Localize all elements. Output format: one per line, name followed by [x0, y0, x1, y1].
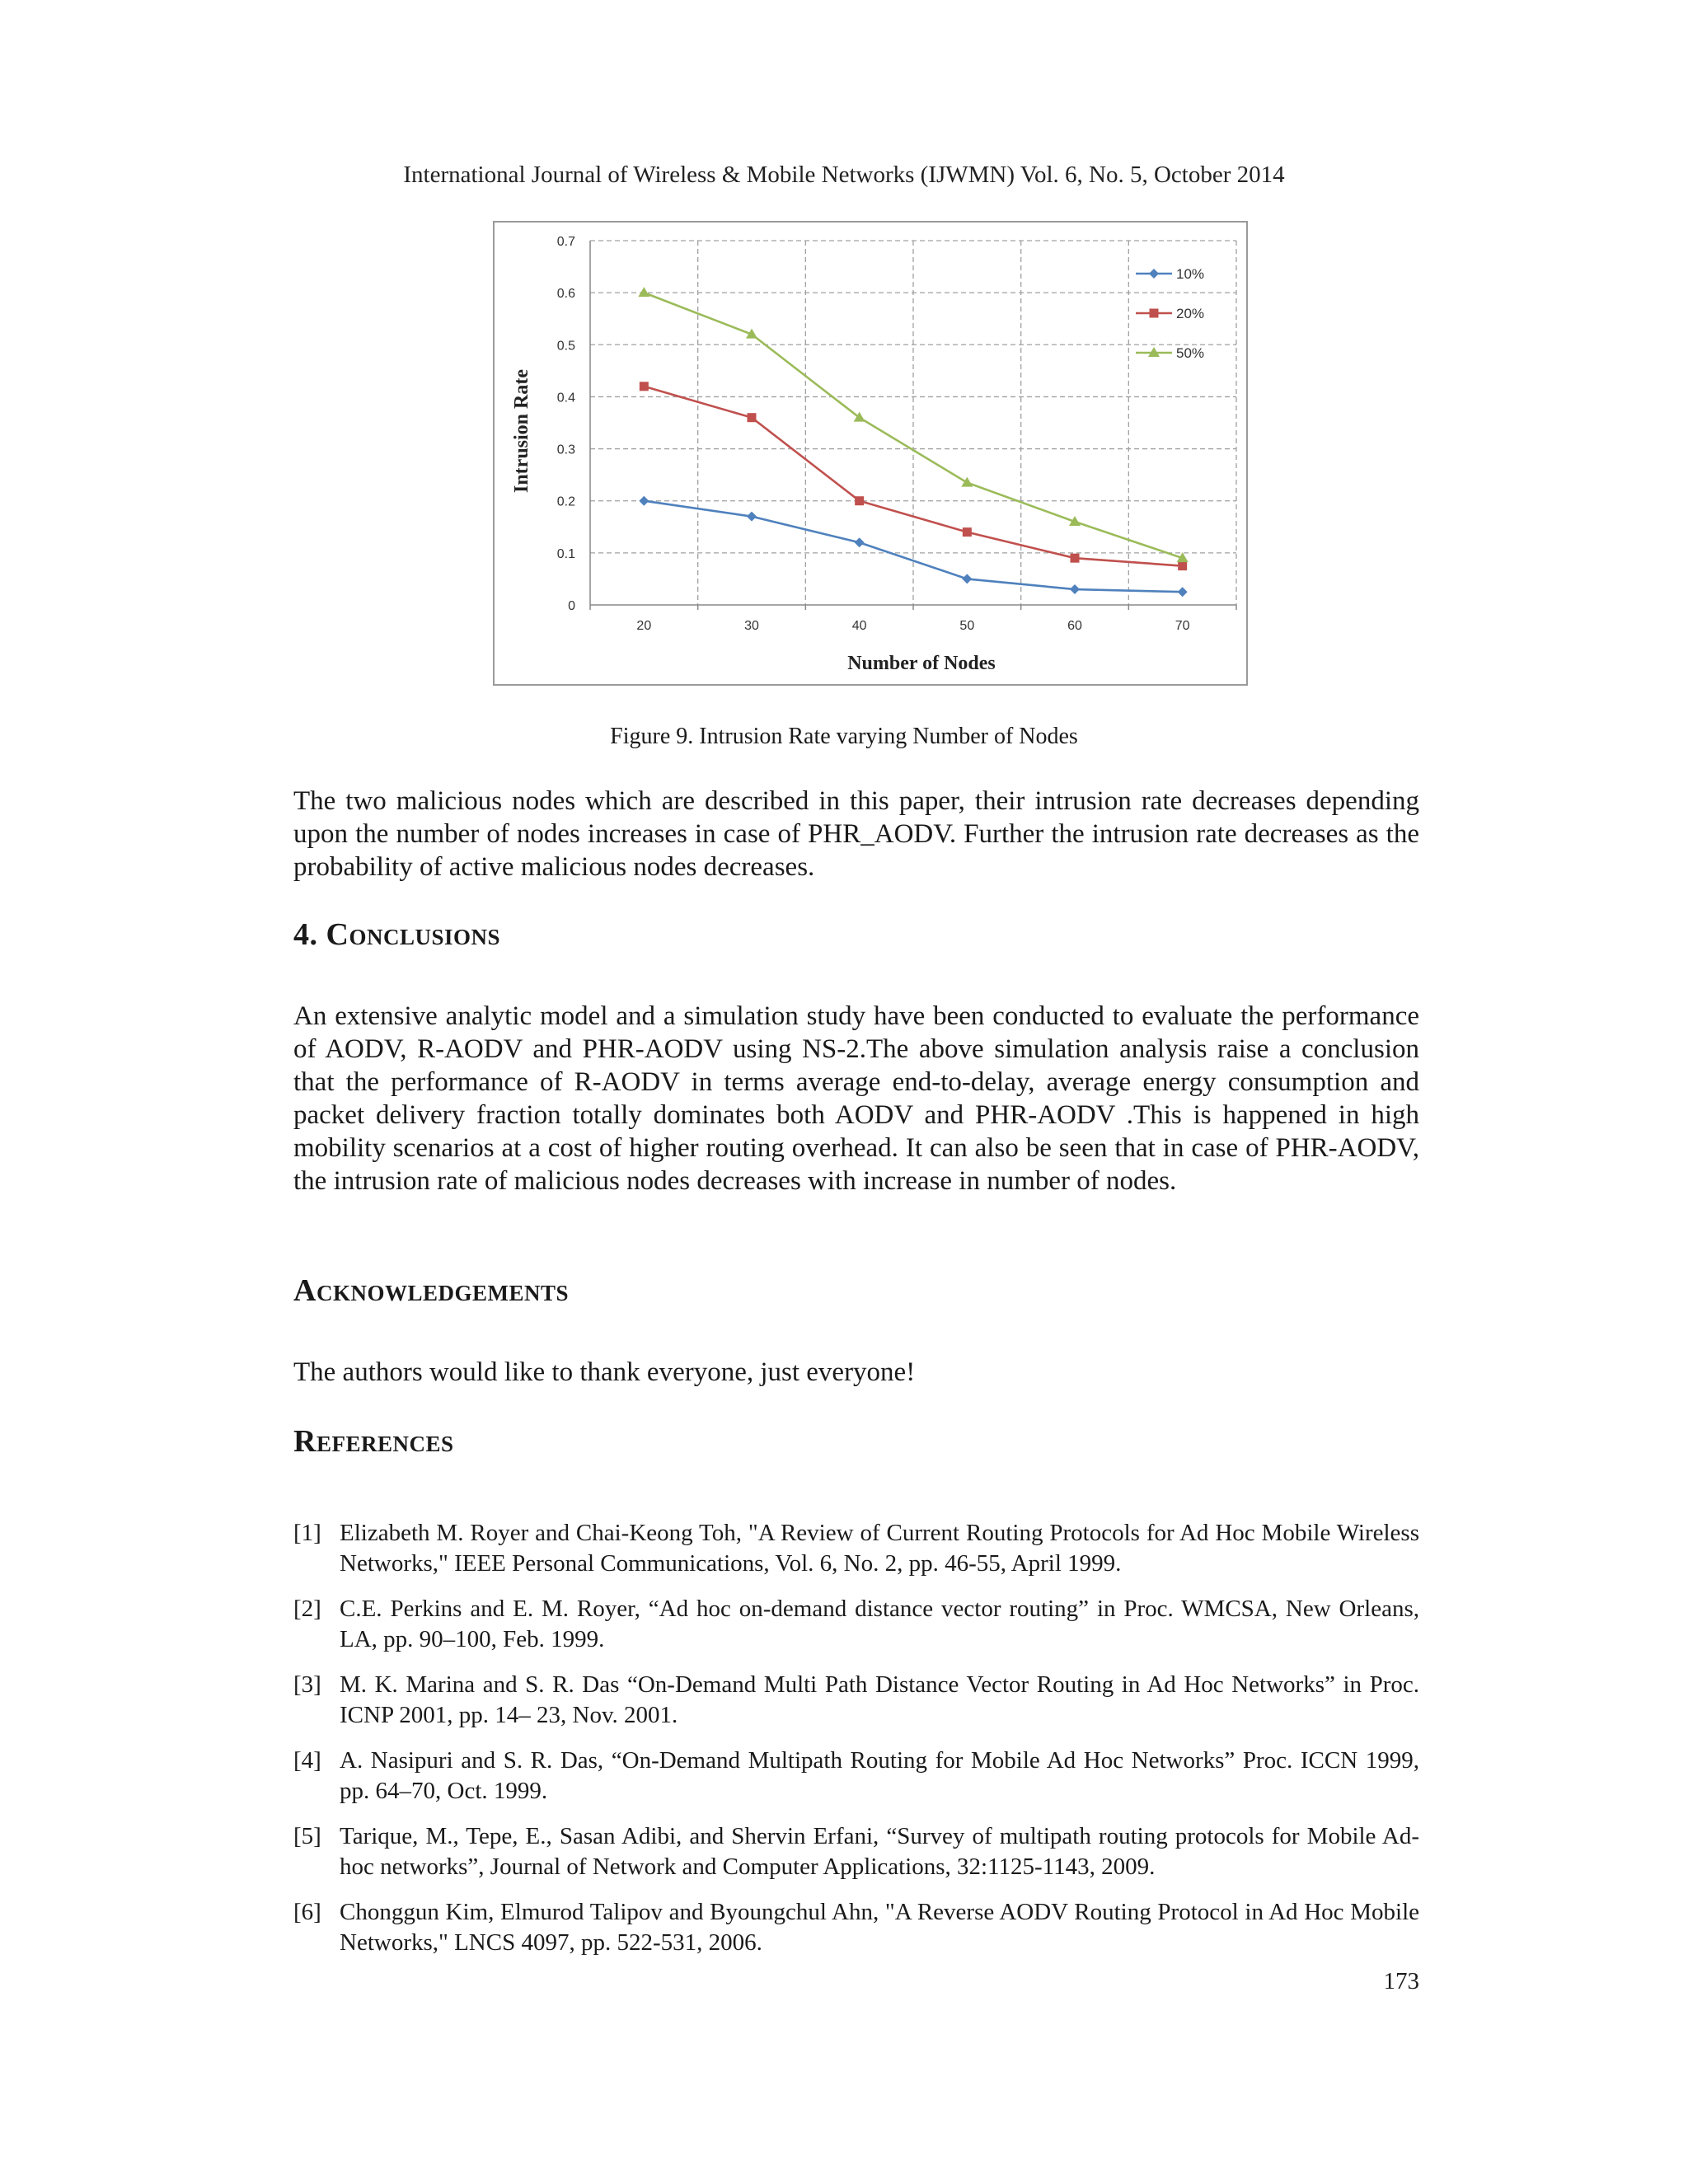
reference-number: [3]: [293, 1671, 321, 1698]
x-tick-label: 70: [1175, 619, 1190, 633]
y-tick-label: 0: [568, 599, 575, 613]
legend-label: 10%: [1176, 266, 1205, 282]
figure-caption: Figure 9. Intrusion Rate varying Number of Nodes: [610, 724, 1078, 749]
reference-text: Chonggun Kim, Elmurod Talipov and Byoungchul Ahn, "A Reverse AODV Routing Protocol in Ad Hoc Mobile Networks," LNCS 4097, pp. 522-531, 2006.: [340, 1899, 1419, 1956]
paragraph-acknowledgements: The authors would like to thank everyone, just everyone!: [293, 1357, 916, 1387]
legend-marker-series-10pct: [1149, 269, 1159, 279]
reference-text: M. K. Marina and S. R. Das “On-Demand Multi Path Distance Vector Routing in Ad Hoc Networks” in Proc. ICNP 2001, pp. 14– 23, Nov. 2001.: [340, 1671, 1419, 1728]
y-tick-label: 0.7: [556, 235, 575, 249]
series-10pct-point: [1178, 587, 1188, 597]
reference-number: [1]: [293, 1520, 321, 1546]
figure-intrusion-rate: [493, 221, 1248, 686]
page-number: 173: [1383, 1968, 1419, 1994]
series-50pct-point: [638, 287, 649, 297]
reference-text: Elizabeth M. Royer and Chai-Keong Toh, "A Review of Current Routing Protocols for Ad Hoc Mobile Wireless Networks," IEEE Personal Communications, Vol. 6, No. 2, pp. 46-55, April 1999.: [340, 1520, 1419, 1577]
line-chart: [495, 223, 1246, 684]
y-tick-label: 0.1: [556, 546, 575, 561]
reference-item: [293, 1897, 1419, 1958]
reference-number: [2]: [293, 1596, 321, 1622]
heading-references: References: [293, 1424, 454, 1459]
series-10pct-point: [639, 496, 649, 506]
x-tick-label: 60: [1067, 619, 1082, 633]
x-axis-label: Number of Nodes: [847, 653, 996, 674]
heading-acknowledgements: Acknowledgements: [293, 1273, 569, 1308]
reference-text: A. Nasipuri and S. R. Das, “On-Demand Multipath Routing for Mobile Ad Hoc Networks” Proc. ICCN 1999, pp. 64–70, Oct. 1999.: [340, 1747, 1419, 1804]
y-tick-label: 0.6: [556, 287, 575, 302]
reference-number: [6]: [293, 1899, 321, 1925]
legend-label: 50%: [1176, 345, 1205, 361]
x-tick-label: 20: [636, 619, 652, 633]
y-tick-label: 0.4: [556, 391, 575, 405]
y-tick-label: 0.5: [556, 339, 575, 354]
series-20pct-point: [1071, 554, 1080, 563]
series-20pct-point: [963, 527, 972, 537]
reference-item: [293, 1518, 1419, 1579]
x-tick-label: 50: [959, 619, 975, 633]
reference-number: [5]: [293, 1823, 321, 1849]
series-20pct-point: [855, 496, 864, 505]
reference-item: [293, 1821, 1419, 1882]
reference-item: [293, 1746, 1419, 1807]
series-10pct-point: [1070, 584, 1080, 594]
series-20pct-point: [748, 413, 757, 422]
y-axis-label: Intrusion Rate: [511, 368, 532, 494]
reference-number: [4]: [293, 1747, 321, 1774]
x-tick-label: 30: [744, 619, 759, 633]
running-header: International Journal of Wireless & Mobile Networks (IJWMN) Vol. 6, No. 5, October 2014: [403, 162, 1285, 188]
legend-marker-series-20pct: [1150, 309, 1159, 318]
reference-item: [293, 1670, 1419, 1731]
heading-conclusions: 4. Conclusions: [293, 917, 500, 952]
x-tick-label: 40: [851, 619, 867, 633]
legend-label: 20%: [1176, 306, 1205, 321]
series-10pct-point: [855, 537, 865, 547]
reference-list: [293, 1518, 1419, 1973]
series-10pct-point: [962, 574, 972, 583]
reference-text: Tarique, M., Tepe, E., Sasan Adibi, and Shervin Erfani, “Survey of multipath routing protocols for Mobile Ad-hoc networks”, Journal of Network and Computer Applications, 32:1125-1143, 2009.: [340, 1823, 1419, 1880]
series-10pct-point: [747, 512, 757, 522]
paragraph-intrusion: The two malicious nodes which are described in this paper, their intrusion rate decreases depending upon the number of nodes increases in case of PHR_AODV. Further the intrusion rate decreases as the probability of active malicious nodes decreases.: [293, 786, 1419, 882]
y-tick-label: 0.2: [556, 494, 575, 509]
paragraph-conclusions: An extensive analytic model and a simulation study have been conducted to evaluate the performance of AODV, R-AODV and PHR-AODV using NS-2.The above simulation analysis raise a conclusion that the performance of R-AODV in terms average end-to-delay, average energy consumption and packet delivery fraction totally dominates both AODV and PHR-AODV .This is happened in high mobility scenarios at a cost of higher routing overhead. It can also be seen that in case of PHR-AODV, the intrusion rate of malicious nodes decreases with increase in number of nodes.: [293, 1001, 1419, 1196]
series-20pct-point: [640, 382, 649, 391]
reference-text: C.E. Perkins and E. M. Royer, “Ad hoc on-demand distance vector routing” in Proc. WMCSA, New Orleans, LA, pp. 90–100, Feb. 1999.: [340, 1596, 1419, 1652]
reference-item: [293, 1594, 1419, 1655]
y-tick-label: 0.3: [556, 443, 575, 457]
series-20pct-point: [1178, 561, 1187, 570]
series-50pct-point: [961, 477, 973, 487]
